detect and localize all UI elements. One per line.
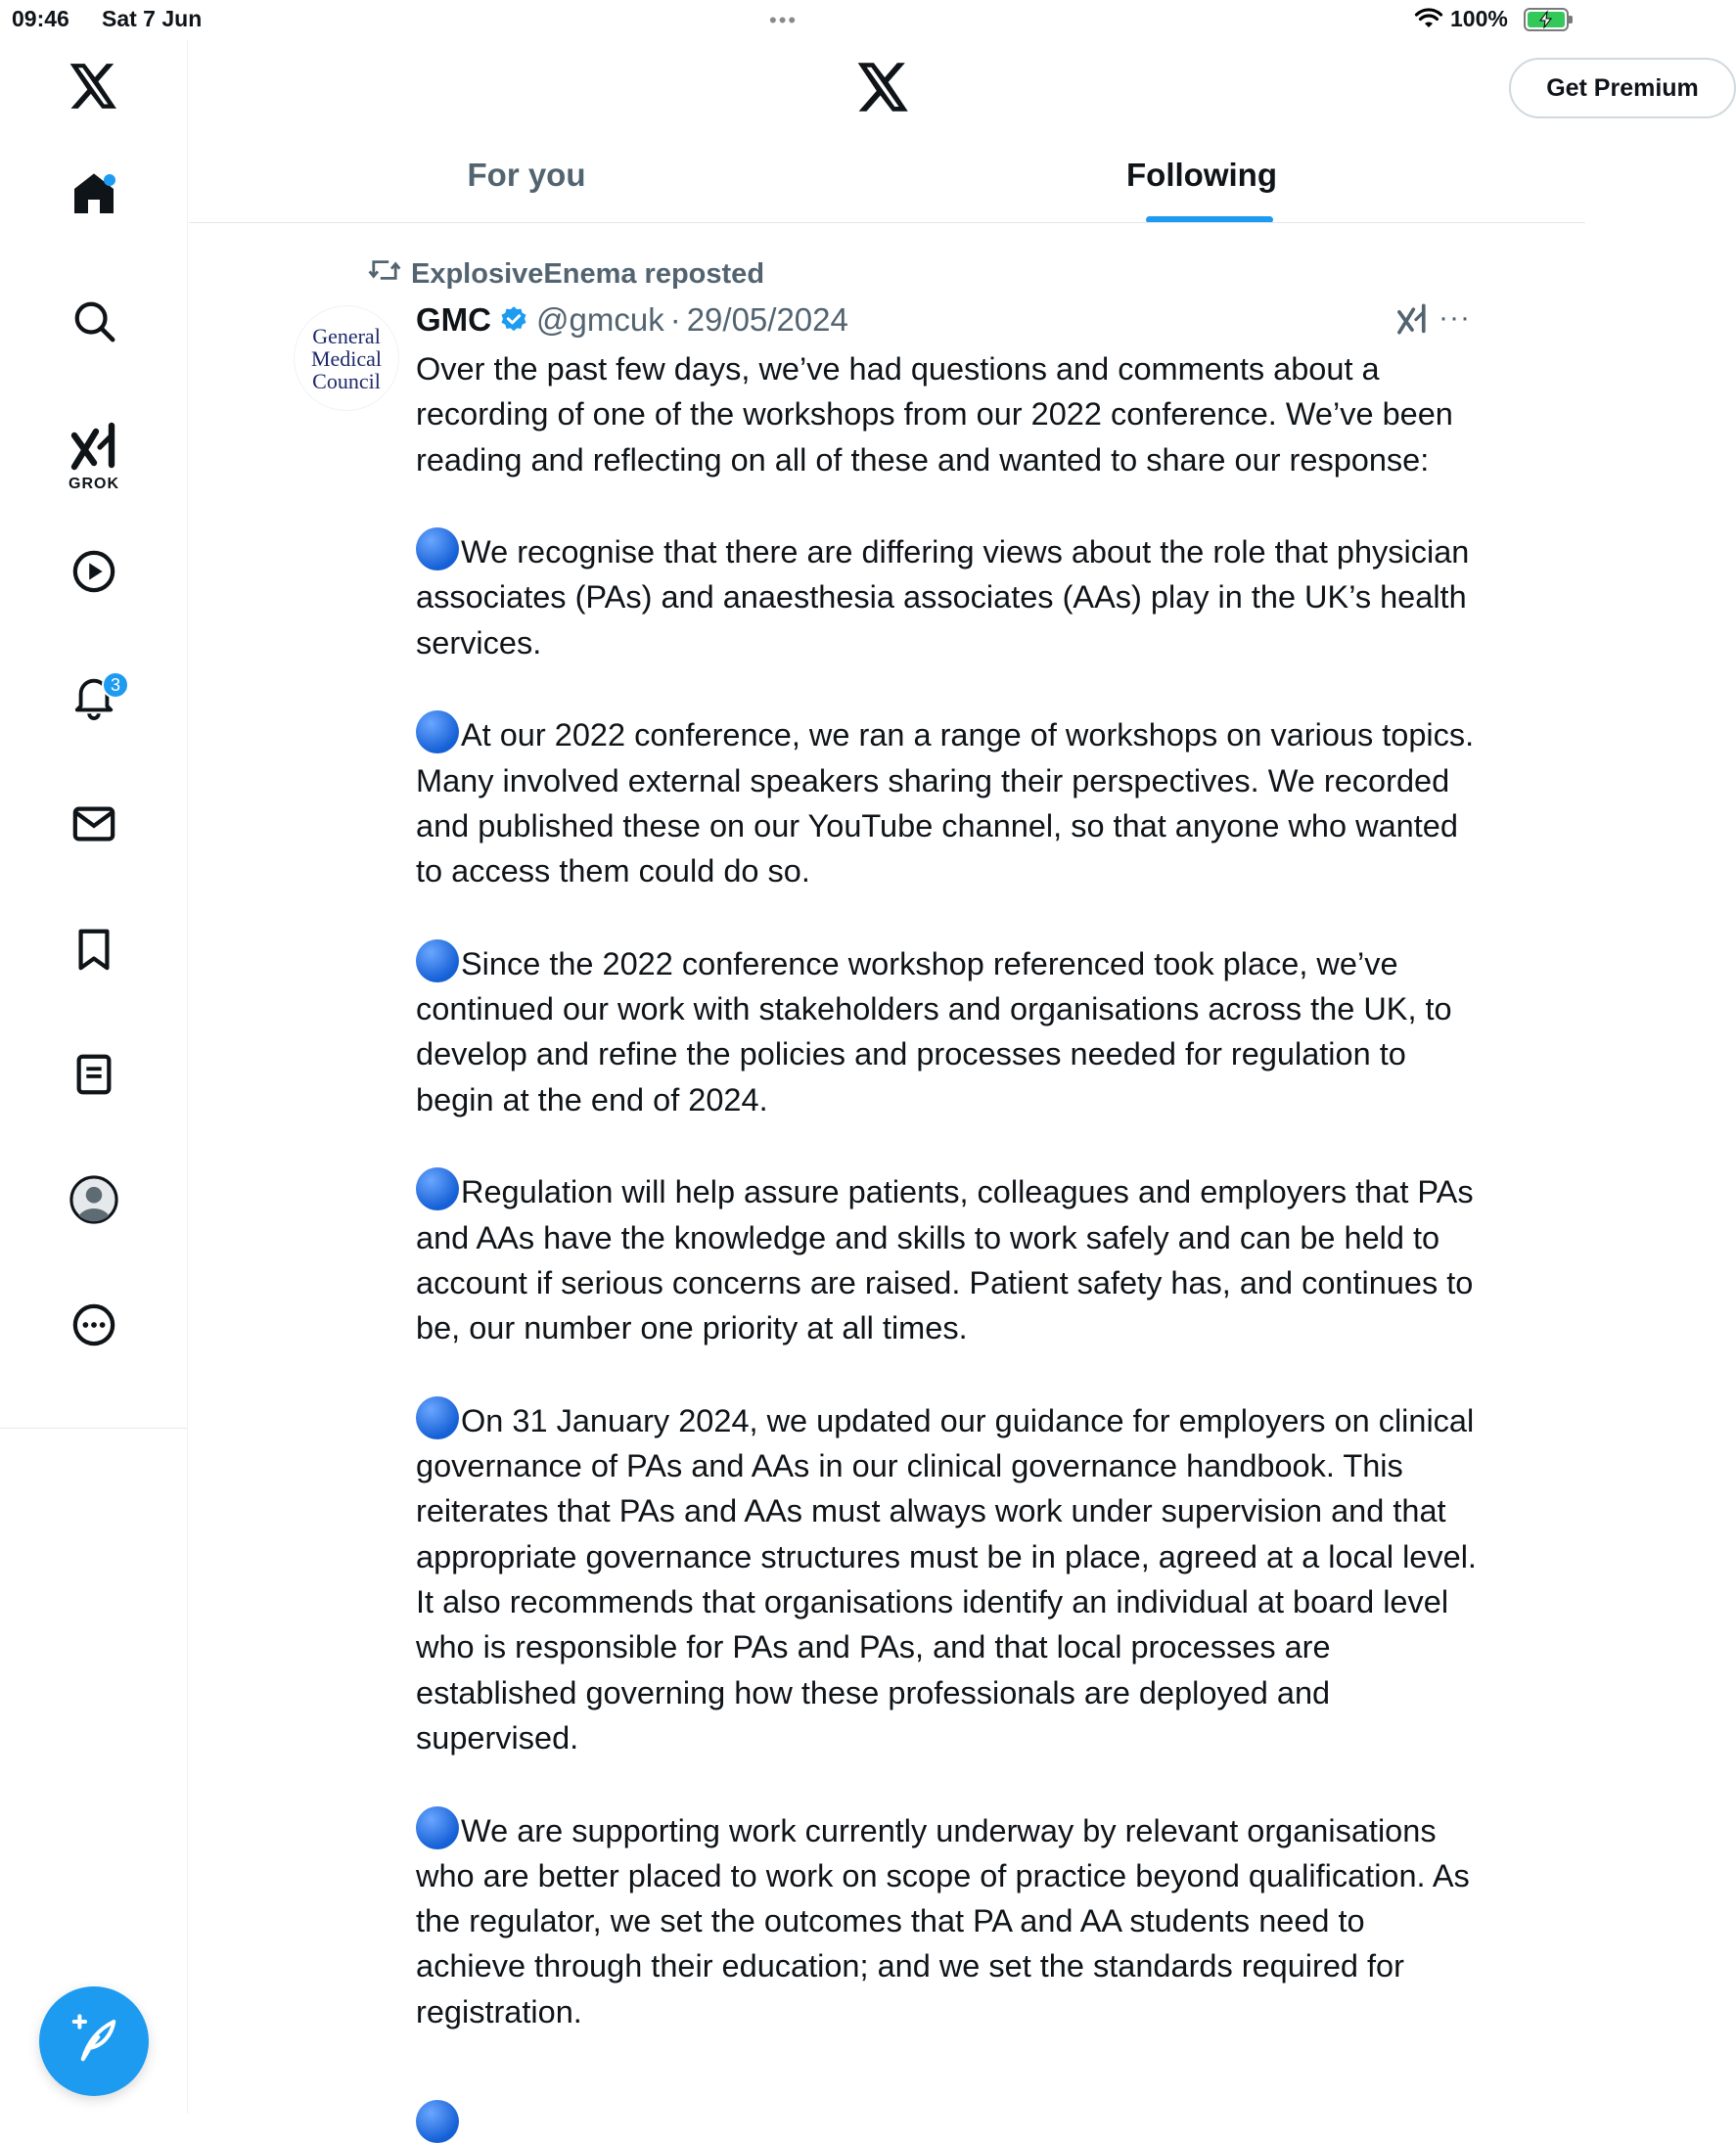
nav-grok[interactable] (63, 417, 125, 499)
lists-icon (71, 1052, 116, 1102)
bookmark-icon (71, 927, 116, 977)
tweet-paragraph: Regulation will help assure patients, colleagues and employers that PAs and AAs have the knowledge and skills to work safely and can be held to account if serious concerns are raised. Patient safety has, and continues to be, our number one priority at all times. (416, 1167, 1478, 1350)
blue-circle-emoji (416, 1396, 459, 1439)
grok-label: GROK (69, 475, 119, 492)
nav-lists[interactable] (63, 1045, 125, 1108)
more-options-icon[interactable]: ··· (1439, 301, 1471, 334)
compose-icon (68, 2013, 120, 2071)
nav-home[interactable] (63, 164, 125, 227)
grok-icon[interactable] (1395, 303, 1429, 340)
repost-icon (368, 256, 401, 292)
tweet-header (416, 299, 848, 341)
wifi-icon (1415, 8, 1442, 34)
nav-divider (0, 1428, 188, 1429)
premium-area (1321, 58, 1736, 118)
nav-notifications[interactable] (63, 667, 125, 730)
blue-circle-emoji (416, 1806, 459, 1849)
blue-circle-emoji (416, 710, 459, 753)
battery-icon (1524, 8, 1569, 31)
tweet-paragraph: We are supporting work currently underway by relevant organisations who are better placed to work on scope of practice beyond qualification. As the regulator, we set the outcomes that PA and AA students need to achieve through their education; and we set the standards required for registration. (416, 1806, 1478, 2034)
nav-more[interactable] (63, 1296, 125, 1358)
tweet[interactable] (294, 223, 1480, 2114)
author-name[interactable]: GMC (416, 301, 491, 338)
tweet-paragraph: On 31 January 2024, we updated our guidance for employers on clinical governance of PAs and AAs in our clinical governance handbook. This reiterates that PAs and AAs must always work under supervision and that appropriate governance structures must be in place, agreed at a local level. It also recommends that organisations identify an individual at board level who is responsible for PAs and PAs, and that local processes are established governing how these professionals are deployed and supervised. (416, 1396, 1478, 1760)
left-nav (0, 39, 188, 2114)
nav-messages[interactable] (63, 795, 125, 857)
blue-circle-emoji (416, 527, 459, 570)
tab-label: Following (1126, 157, 1277, 193)
blue-circle-emoji (416, 1167, 459, 1210)
tab-for-you[interactable] (189, 137, 864, 223)
tab-following[interactable] (864, 137, 1539, 223)
multitasking-dots[interactable]: ••• (769, 8, 799, 32)
nav-video[interactable] (63, 542, 125, 605)
nav-profile[interactable] (63, 1170, 125, 1233)
timeline-header (189, 39, 1699, 223)
profile-icon (69, 1175, 118, 1229)
repost-context[interactable] (368, 256, 764, 292)
avatar[interactable] (294, 305, 399, 411)
grok-icon (69, 424, 119, 474)
tweet-paragraph: At our 2022 conference, we ran a range of workshops on various topics. Many involved external speakers sharing their perspectives. We recorded and published these on our YouTube channel, so that anyone who wanted to access them could do so. (416, 710, 1478, 893)
blue-circle-emoji (416, 2100, 459, 2143)
notification-badge: 3 (102, 671, 129, 699)
search-icon (71, 298, 116, 348)
tweet-paragraph: We recognise that there are differing views about the role that physician associates (PAs) and anaesthesia associates (AAs) play in the UK’s health services. (416, 527, 1478, 665)
tweet-paragraph: Over the past few days, we’ve had questions and comments about a recording of one of the workshops from our 2022 conference. We’ve been reading and reflecting on all of these and wanted to share our response: (416, 351, 1453, 478)
tweet-paragraph: Since the 2022 conference workshop referenced took place, we’ve continued our work with stakeholders and organisations across the UK, to develop and refine the policies and processes needed for regulation to begin at the end of 2024. (416, 939, 1478, 1122)
author-handle[interactable]: @gmcuk (536, 301, 664, 338)
more-circle-icon (71, 1302, 116, 1352)
battery-percent: 100% (1450, 6, 1508, 31)
tab-label: For you (467, 157, 586, 193)
nav-bookmarks[interactable] (63, 920, 125, 982)
home-new-dot (104, 174, 115, 186)
reposted-by: ExplosiveEnema reposted (411, 257, 765, 290)
mail-icon (71, 801, 116, 851)
x-logo-icon[interactable] (63, 55, 125, 117)
tweet-text (416, 346, 1478, 2079)
blue-circle-emoji (416, 939, 459, 982)
video-icon (71, 549, 116, 599)
separator: · (669, 301, 681, 338)
verified-icon[interactable] (499, 305, 528, 340)
avatar-line: Medical (310, 345, 383, 371)
compose-button[interactable] (39, 1986, 149, 2096)
post-date[interactable]: 29/05/2024 (686, 301, 848, 338)
nav-search[interactable] (63, 292, 125, 354)
status-bar (0, 0, 1585, 39)
status-time: 09:46 (12, 6, 69, 31)
x-logo-icon[interactable] (857, 63, 916, 121)
avatar-line: General (312, 323, 381, 348)
avatar-line: Council (312, 368, 381, 393)
get-premium-button[interactable]: Get Premium (1509, 58, 1736, 118)
status-date: Sat 7 Jun (102, 6, 203, 31)
